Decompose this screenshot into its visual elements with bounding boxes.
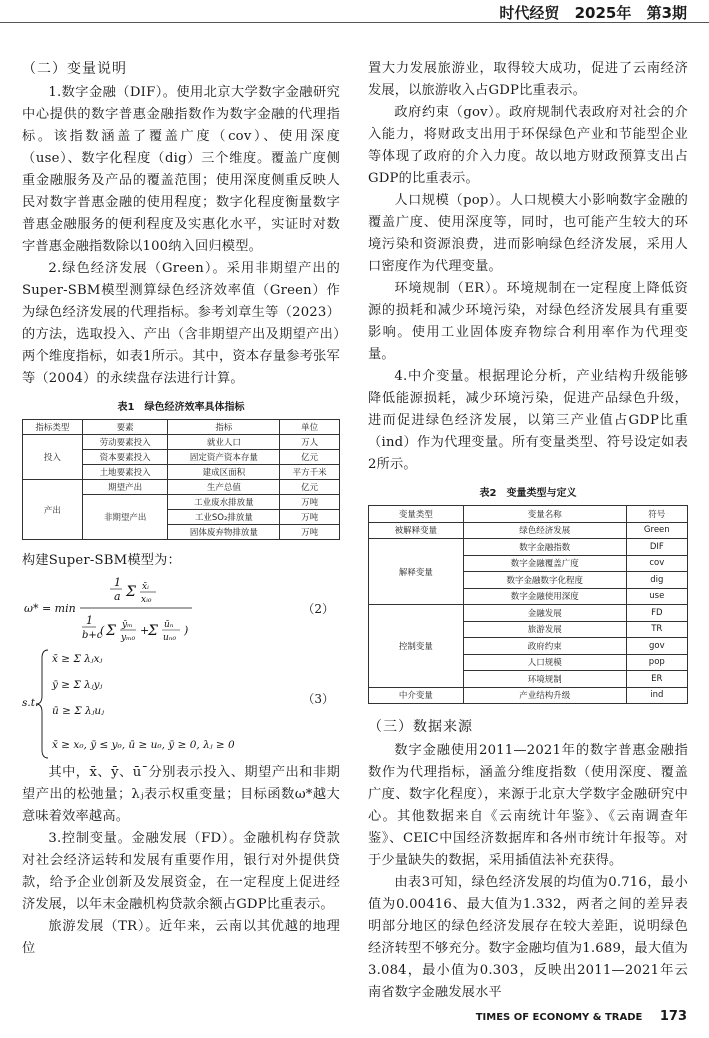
section-title: （二）变量说明 bbox=[22, 61, 127, 77]
svg-text:ȳ ≥ Σ λⱼyⱼ: ȳ ≥ Σ λⱼyⱼ bbox=[52, 679, 103, 691]
equation-2-graphic bbox=[22, 572, 282, 644]
table-cell: 就业人口 bbox=[168, 435, 280, 450]
svg-text:+: + bbox=[140, 624, 150, 637]
svg-text:): ) bbox=[184, 624, 189, 637]
page-footer bbox=[476, 1009, 687, 1024]
table-cell: 金融发展 bbox=[463, 605, 626, 622]
running-header bbox=[0, 0, 709, 38]
journal-name: 时代经贸 bbox=[499, 4, 560, 22]
svg-text:uₙ₀: uₙ₀ bbox=[163, 633, 177, 643]
table-cell: 控制变量 bbox=[369, 605, 464, 688]
table-cell: 资本要素投入 bbox=[82, 450, 168, 465]
table-cell: 期望产出 bbox=[82, 480, 168, 495]
svg-text:xᵢ₀: xᵢ₀ bbox=[141, 595, 152, 605]
svg-text:x̄ᵢ: x̄ᵢ bbox=[142, 582, 149, 592]
table-cell: use bbox=[626, 588, 687, 605]
svg-text:Σ: Σ bbox=[126, 584, 136, 600]
table-cell: 政府约束 bbox=[463, 638, 626, 655]
journal-issue: 第3期 bbox=[646, 4, 687, 22]
table-cell: 产出 bbox=[23, 480, 83, 540]
table-caption: 表2 变量类型与定义 bbox=[479, 488, 577, 499]
section-title: （三）数据来源 bbox=[368, 719, 473, 735]
equation-2 bbox=[22, 572, 340, 644]
table-cell: ind bbox=[626, 687, 687, 704]
table-cell: FD bbox=[626, 605, 687, 622]
svg-text:b+c: b+c bbox=[82, 630, 103, 641]
table-cell: 万人 bbox=[280, 435, 340, 450]
equation-3-graphic bbox=[22, 644, 282, 762]
paragraph: 1.数字金融（DIF）。使用北京大学数字金融研究中心提供的数字普惠金融指数作为数字金融的代理指标。该指数涵盖了覆盖广度（cov）、使用深度（use）、数字化程度（dig）三个维度。覆盖广度侧重金融服务及产品的覆盖范围；使用深度侧重反映人民对数字普惠金融的使用程度；数字化程度衡量数字普惠金融服务的便利程度及实惠化水平，实证时对数字普惠金融指数除以100纳入回归模型。 bbox=[22, 85, 340, 254]
svg-text:x̄ ≥ x₀, ȳ ≤ y₀, ū ≥ u₀, ȳ ≥ 0: x̄ ≥ x₀, ȳ ≤ y₀, ū ≥ u₀, ȳ ≥ 0, λⱼ ≥ 0 bbox=[52, 739, 235, 751]
table-cell: Green bbox=[626, 522, 687, 539]
paragraph: 4.中介变量。根据理论分析，产业结构升级能够降低能源损耗，减少环境污染，促进产品绿色升级，进而促进绿色经济发展，以第三产业值占GDP比重（ind）作为代理变量。所有变量类型、符号设定如表2所示。 bbox=[368, 369, 688, 472]
equation-number: （3） bbox=[302, 692, 334, 706]
table-cell: TR bbox=[626, 621, 687, 638]
svg-text:ω* = min: ω* = min bbox=[24, 602, 76, 615]
paragraph: 政府约束（gov）。政府规制代表政府对社会的介入能力，将财政支出用于环保绿色产业和节能型企业等体现了政府的介入力度。故以地方财政预算支出占GDP的比重表示。 bbox=[368, 105, 688, 186]
table-header: 符号 bbox=[626, 506, 687, 523]
table-cell: 平方千米 bbox=[280, 465, 340, 480]
page-number: 173 bbox=[659, 1009, 687, 1024]
paragraph: 旅游发展（TR）。近年来，云南以其优越的地理位 bbox=[22, 919, 340, 956]
table-cell: 工业废水排放量 bbox=[168, 495, 280, 510]
svg-text:ȳₘ: ȳₘ bbox=[122, 620, 133, 630]
table-cell: 数字金融数字化程度 bbox=[463, 572, 626, 589]
footer-journal: TIMES OF ECONOMY & TRADE bbox=[475, 1012, 643, 1023]
table-cell: 万吨 bbox=[280, 525, 340, 540]
table-cell: 万吨 bbox=[280, 495, 340, 510]
table-header: 指标类型 bbox=[23, 420, 83, 435]
table-header: 指标 bbox=[168, 420, 280, 435]
svg-text:1: 1 bbox=[114, 576, 121, 589]
table-header: 变量名称 bbox=[463, 506, 626, 523]
table-cell: 生产总值 bbox=[168, 480, 280, 495]
table-cell: 固体废弃物排放量 bbox=[168, 525, 280, 540]
table-cell: 土地要素投入 bbox=[82, 465, 168, 480]
table-cell: 数字金融使用深度 bbox=[463, 588, 626, 605]
svg-text:a: a bbox=[114, 590, 121, 603]
table-cell: 旅游发展 bbox=[463, 621, 626, 638]
table-cell: ER bbox=[626, 671, 687, 688]
table-cell: dig bbox=[626, 572, 687, 589]
table-header: 单位 bbox=[280, 420, 340, 435]
table-1 bbox=[22, 419, 340, 540]
left-column bbox=[22, 58, 340, 960]
svg-text:(: ( bbox=[100, 624, 105, 637]
paragraph: 数字金融使用2011—2021年的数字普惠金融指数作为代理指标，涵盖分维度指数（使用深度、覆盖广度、数字化程度），来源于北京大学数字金融研究中心。其他数据来自《云南统计年鉴》、《云南调查年鉴》、CEIC中国经济数据库和各州市统计年报等。对于少量缺失的数据，采用插值法补充获得。 bbox=[368, 743, 688, 868]
equation-number: （2） bbox=[302, 602, 334, 616]
paragraph: 置大力发展旅游业，取得较大成功，促进了云南经济发展，以旅游收入占GDP比重表示。 bbox=[368, 61, 688, 98]
svg-text:ū ≥ Σ λⱼuⱼ: ū ≥ Σ λⱼuⱼ bbox=[52, 705, 104, 717]
svg-text:x̄ ≥ Σ λⱼxⱼ: x̄ ≥ Σ λⱼxⱼ bbox=[52, 653, 103, 665]
paragraph: 3.控制变量。金融发展（FD）。金融机构存贷款对社会经济运转和发展有重要作用，银行对外提供贷款，给予企业创新及发展资金，在一定程度上促进经济发展，以年末金融机构贷款余额占GDP比重表示。 bbox=[22, 831, 340, 912]
table-cell: 中介变量 bbox=[369, 687, 464, 704]
table-header: 要素 bbox=[82, 420, 168, 435]
table-cell: 产业结构升级 bbox=[463, 687, 626, 704]
table-cell: 投入 bbox=[23, 435, 83, 480]
table-cell: 工业SO₂排放量 bbox=[168, 510, 280, 525]
paragraph: 其中，x̄、ȳ、ūˉ分别表示投入、期望产出和非期望产出的松弛量；λⱼ表示权重变量；目标函数ω*越大意味着效率越高。 bbox=[22, 765, 340, 824]
header-rule bbox=[0, 22, 709, 23]
table-2 bbox=[368, 505, 688, 704]
paragraph: 由表3可知，绿色经济发展的均值为0.716，最小值为0.00416、最大值为1.332，两者之间的差异表明部分地区的绿色经济发展存在较大差距，说明绿色经济转型不够充分。数字金融均值为1.689，最大值为3.084，最小值为0.303，反映出2011—2021年云南省数字金融发展水平 bbox=[368, 875, 688, 1000]
svg-text:ūₙ: ūₙ bbox=[164, 620, 174, 630]
table-cell: 万吨 bbox=[280, 510, 340, 525]
table-cell: DIF bbox=[626, 539, 687, 556]
table-cell: 固定资产资本存量 bbox=[168, 450, 280, 465]
table-cell: 非期望产出 bbox=[82, 495, 168, 540]
paragraph: 环境规制（ER）。环境规制在一定程度上降低资源的损耗和减少环境污染，对绿色经济发展具有重要影响。使用工业固体废弃物综合利用率作为代理变量。 bbox=[368, 281, 688, 362]
table-cell: cov bbox=[626, 555, 687, 572]
table-cell: 人口规模 bbox=[463, 654, 626, 671]
table-caption: 表1 绿色经济效率具体指标 bbox=[117, 402, 245, 413]
svg-text:Σ: Σ bbox=[106, 623, 116, 639]
table-cell: 劳动要素投入 bbox=[82, 435, 168, 450]
table-cell: 建成区面积 bbox=[168, 465, 280, 480]
svg-text:1: 1 bbox=[86, 614, 93, 627]
table-cell: 数字金融覆盖广度 bbox=[463, 555, 626, 572]
table-cell: pop bbox=[626, 654, 687, 671]
table-cell: 被解释变量 bbox=[369, 522, 464, 539]
svg-text:s.t.: s.t. bbox=[22, 697, 39, 709]
table-cell: 亿元 bbox=[280, 480, 340, 495]
journal-year: 2025年 bbox=[574, 4, 632, 22]
model-intro: 构建Super-SBM模型为： bbox=[22, 553, 181, 568]
paragraph: 人口规模（pop）。人口规模大小影响数字金融的覆盖广度、使用深度等，同时，也可能产生较大的环境污染和资源浪费，进而影响绿色经济发展，采用人口密度作为代理变量。 bbox=[368, 193, 688, 274]
table-header: 变量类型 bbox=[369, 506, 464, 523]
right-column bbox=[368, 58, 688, 1004]
table-cell: 环境规制 bbox=[463, 671, 626, 688]
table-cell: 数字金融指数 bbox=[463, 539, 626, 556]
svg-text:Σ: Σ bbox=[148, 623, 158, 639]
svg-text:yₘ₀: yₘ₀ bbox=[121, 633, 136, 643]
table-cell: 亿元 bbox=[280, 450, 340, 465]
table-cell: 绿色经济发展 bbox=[463, 522, 626, 539]
table-cell: gov bbox=[626, 638, 687, 655]
table-cell: 解释变量 bbox=[369, 539, 464, 605]
header-text bbox=[489, 2, 687, 23]
equation-3 bbox=[22, 644, 340, 762]
paragraph: 2.绿色经济发展（Green）。采用非期望产出的Super-SBM模型测算绿色经济效率值（Green）作为绿色经济发展的代理指标。参考刘章生等（2023）的方法，选取投入、产出（含非期望产出及期望产出）两个维度指标，如表1所示。其中，资本存量参考张军等（2004）的永续盘存法进行计算。 bbox=[22, 261, 340, 386]
